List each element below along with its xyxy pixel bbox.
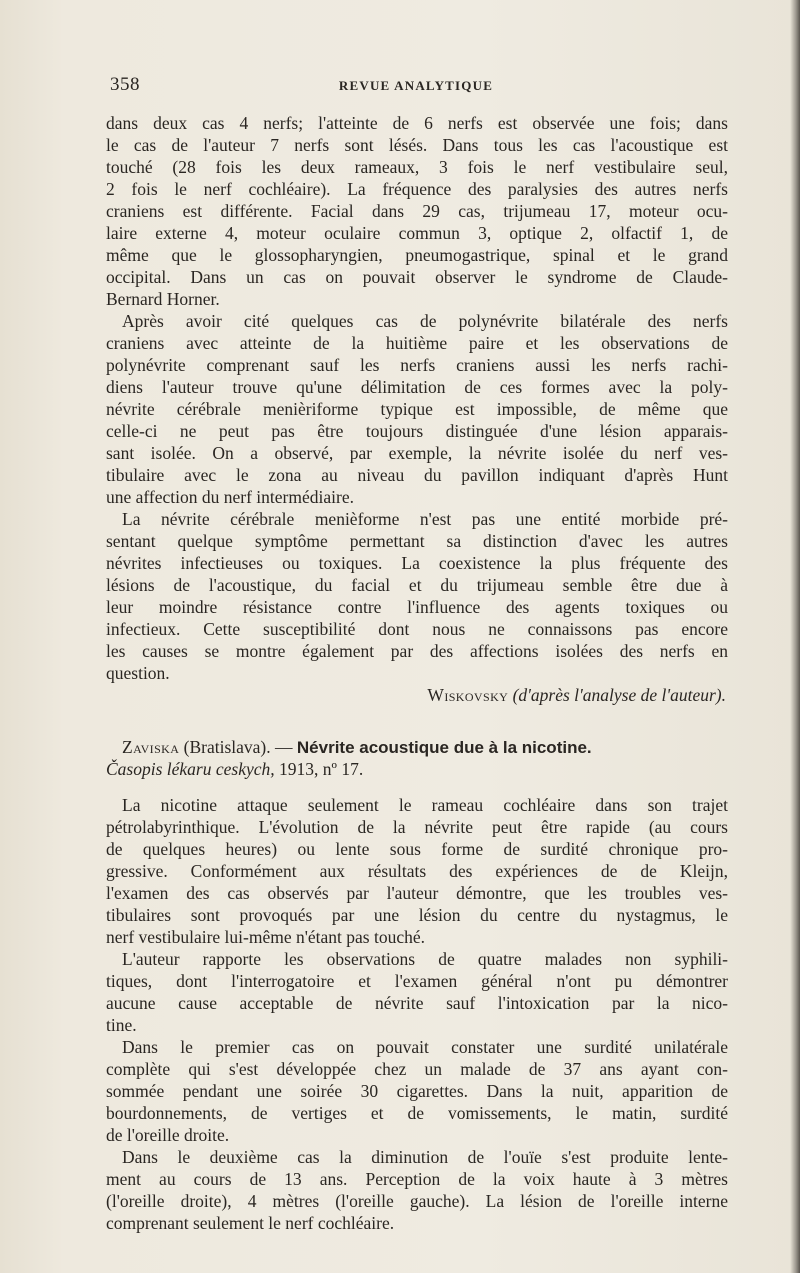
text-line: nerf vestibulaire lui-même n'étant pas touché. bbox=[106, 927, 426, 947]
text-line: Après avoir cité quelques cas de polynévrite bilatérale des nerfs bbox=[122, 311, 728, 331]
text-line: polynévrite comprenant sauf les nerfs craniens aussi les nerfs rachi- bbox=[106, 355, 728, 375]
text-line: ment au cours de 13 ans. Perception de la voix haute à 3 mètres bbox=[106, 1169, 728, 1189]
review2-heading bbox=[106, 736, 728, 780]
text-line: sant isolée. On a observé, par exemple, la névrite isolée du nerf ves- bbox=[106, 443, 728, 463]
text-line: tine. bbox=[106, 1015, 137, 1035]
signature-note: (d'après l'analyse de l'auteur). bbox=[512, 685, 726, 705]
text-line: complète qui s'est développée chez un malade de 37 ans ayant con- bbox=[106, 1059, 728, 1079]
text-line: Bernard Horner. bbox=[106, 289, 220, 309]
page-header bbox=[106, 74, 726, 98]
signature-name: Wiskovsky bbox=[427, 685, 509, 705]
text-line: sentant quelque symptôme permettant sa distinction d'avec les autres bbox=[106, 531, 728, 551]
text-line: tiques, dont l'interrogatoire et l'examen général n'ont pu démontrer bbox=[106, 971, 728, 991]
text-line: 2 fois le nerf cochléaire). La fréquence des paralysies des autres nerfs bbox=[106, 179, 728, 199]
section-gap bbox=[106, 706, 728, 736]
text-line: tibulaires sont provoqués par une lésion du centre du nystagmus, le bbox=[106, 905, 728, 925]
review-author: Zaviska bbox=[122, 737, 180, 757]
text-line: question. bbox=[106, 663, 170, 683]
running-head: REVUE ANALYTIQUE bbox=[338, 78, 494, 93]
text-line: pétrolabyrinthique. L'évolution de la névrite peut être rapide (au cours bbox=[106, 817, 728, 837]
journal-citation: 1913, nº 17. bbox=[279, 759, 364, 779]
text-line: Dans le deuxième cas la diminution de l'ouïe s'est produite lente- bbox=[122, 1147, 728, 1167]
text-line: L'auteur rapporte les observations de quatre malades non syphili- bbox=[122, 949, 728, 969]
text-line: La névrite cérébrale menièforme n'est pas une entité morbide pré- bbox=[122, 509, 728, 529]
review1-paragraph3 bbox=[106, 508, 728, 684]
text-line: l'examen des cas observés par l'auteur démontre, que les troubles ves- bbox=[106, 883, 728, 903]
review1-paragraph1 bbox=[106, 112, 728, 310]
text-line: de l'oreille droite. bbox=[106, 1125, 230, 1145]
text-line: les causes se montre également par des affections isolées des nerfs en bbox=[106, 641, 728, 661]
article-title: Névrite acoustique due à la nicotine. bbox=[296, 738, 592, 757]
text-line: celle-ci ne peut pas être toujours distinguée d'une lésion apparais- bbox=[106, 421, 728, 441]
review-signature bbox=[106, 684, 728, 706]
heading-gap bbox=[106, 780, 728, 794]
text-line: diens l'auteur trouve qu'une délimitation de ces formes avec la poly- bbox=[106, 377, 728, 397]
text-line: même que le glossopharyngien, pneumogastrique, spinal et le grand bbox=[106, 245, 728, 265]
review2-paragraph2 bbox=[106, 948, 728, 1036]
page-number: 358 bbox=[110, 74, 140, 95]
review-heading-line bbox=[106, 736, 728, 758]
text-line: névrite cérébrale menièriforme typique est impossible, de même que bbox=[106, 399, 728, 419]
text-line: bourdonnements, de vertiges et de vomissements, le matin, surdité bbox=[106, 1103, 728, 1123]
text-line: Dans le premier cas on pouvait constater une surdité unilatérale bbox=[122, 1037, 728, 1057]
page-binding-shadow bbox=[790, 0, 800, 1273]
text-line: La nicotine attaque seulement le rameau cochléaire dans son trajet bbox=[122, 795, 728, 815]
text-line: névrites infectieuses ou toxiques. La coexistence la plus fréquente des bbox=[106, 553, 728, 573]
text-line: une affection du nerf intermédiaire. bbox=[106, 487, 354, 507]
review-location: (Bratislava). — bbox=[183, 737, 293, 757]
text-line: tibulaire avec le zona au niveau du pavillon indiquant d'après Hunt bbox=[106, 465, 728, 485]
review-citation-line bbox=[106, 758, 728, 780]
text-line: infectieux. Cette susceptibilité dont nous ne connaissons pas encore bbox=[106, 619, 728, 639]
text-line: de quelques heures) ou lente sous forme de surdité chronique pro- bbox=[106, 839, 728, 859]
text-line: le cas de l'auteur 7 nerfs sont lésés. Dans tous les cas l'acoustique est bbox=[106, 135, 728, 155]
review2-paragraph1 bbox=[106, 794, 728, 948]
review1-paragraph2 bbox=[106, 310, 728, 508]
text-line: dans deux cas 4 nerfs; l'atteinte de 6 nerfs est observée une fois; dans bbox=[106, 113, 728, 133]
review2-paragraph4 bbox=[106, 1146, 728, 1234]
text-block bbox=[106, 112, 728, 1234]
text-line: leur moindre résistance contre l'influence des agents toxiques ou bbox=[106, 597, 728, 617]
text-line: comprenant seulement le nerf cochléaire. bbox=[106, 1213, 395, 1233]
text-line: lésions de l'acoustique, du facial et du trijumeau semble être due à bbox=[106, 575, 728, 595]
text-line: aucune cause acceptable de névrite sauf l'intoxication par la nico- bbox=[106, 993, 728, 1013]
text-line: laire externe 4, moteur oculaire commun 3, optique 2, olfactif 1, de bbox=[106, 223, 728, 243]
text-line: (l'oreille droite), 4 mètres (l'oreille gauche). La lésion de l'oreille interne bbox=[106, 1191, 728, 1211]
text-line: gressive. Conformément aux résultats des expériences de de Kleijn, bbox=[106, 861, 728, 881]
text-line: occipital. Dans un cas on pouvait observer le syndrome de Claude- bbox=[106, 267, 728, 287]
text-line: sommée pendant une soirée 30 cigarettes. Dans la nuit, apparition de bbox=[106, 1081, 728, 1101]
text-line: craniens est différente. Facial dans 29 cas, trijumeau 17, moteur ocu- bbox=[106, 201, 728, 221]
text-line: touché (28 fois les deux rameaux, 3 fois le nerf vestibulaire seul, bbox=[106, 157, 728, 177]
text-line: craniens avec atteinte de la huitième paire et les observations de bbox=[106, 333, 728, 353]
review2-paragraph3 bbox=[106, 1036, 728, 1146]
journal-name: Časopis lékaru ceskych, bbox=[106, 759, 275, 779]
